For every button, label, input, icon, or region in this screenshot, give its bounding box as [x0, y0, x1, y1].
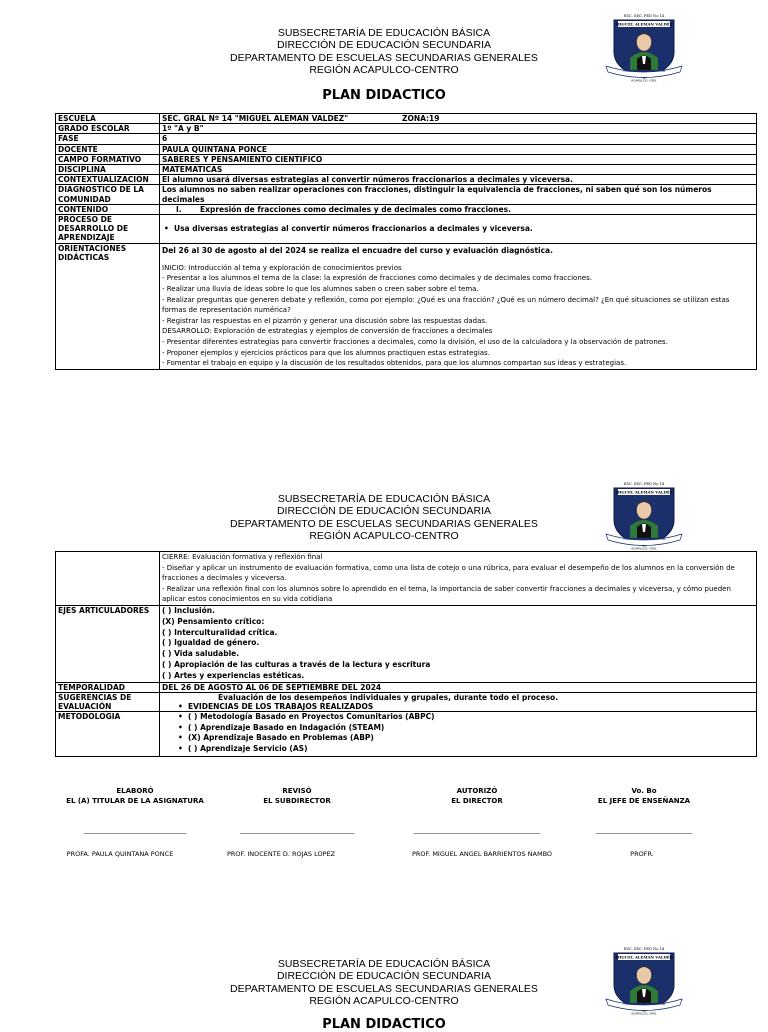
- signature-role: REVISÓ: [282, 787, 312, 795]
- signature-title: EL SUBDIRECTOR: [263, 797, 331, 805]
- eje-item: ( ) Vida saludable.: [162, 649, 240, 659]
- orientaciones-list: [162, 255, 754, 369]
- seal-city-text: ACAPULCO, GRO.: [631, 546, 657, 551]
- plan-table-2: [55, 551, 757, 757]
- header-line: REGIÓN ACAPULCO-CENTRO: [309, 995, 459, 1008]
- signature-role: AUTORIZÓ: [456, 787, 498, 795]
- cierre-value: [160, 552, 757, 606]
- header-line: SUBSECRETARÍA DE EDUCACIÓN BÁSICA: [277, 958, 491, 970]
- seal-name-text: MIGUEL ALEMÁN VALDÉZ: [615, 489, 673, 495]
- campo-value: SABERES Y PENSAMIENTO CIENTIFICO: [160, 154, 757, 164]
- orientaciones-line: - Proponer ejemplos y ejercicios prácticos para que los alumnos practiquen estas estrategias.: [162, 348, 490, 357]
- seal-motto-text: TRABAJAR PARA LA PATRIA: [622, 537, 666, 541]
- orientaciones-line: - Fomentar el trabajo en equipo y la discusión de los resultados obtenidos, para que los alumnos compartan sus ideas y estrategias.: [162, 359, 627, 368]
- document-title: PLAN DIDACTICO: [322, 88, 446, 103]
- eje-item: ( ) Interculturalidad crítica.: [162, 627, 278, 637]
- header-line: DEPARTAMENTO DE ESCUELAS SECUNDARIAS GENERALES: [230, 51, 538, 64]
- signature-role: Vo. Bo: [631, 787, 657, 795]
- metodologia-item: • (X) Aprendizaje Basado en Problemas (ABP): [176, 733, 754, 744]
- table-row: [56, 712, 757, 756]
- proceso-label: PROCESO DE DESARROLLO DE APRENDIZAJE: [56, 215, 160, 244]
- seal-top-text: ESC. SEC. FED No 14: [623, 482, 665, 486]
- contenido-value: [160, 204, 757, 214]
- fase-value: 6: [160, 134, 757, 144]
- header-lines: [200, 27, 568, 77]
- table-row: [56, 154, 757, 164]
- seal-motto-text: TRABAJAR PARA LA PATRIA: [622, 1002, 666, 1006]
- ejes-value: [160, 605, 757, 682]
- header-line: SUBSECRETARÍA DE EDUCACIÓN BÁSICA: [277, 493, 491, 505]
- school-seal-icon: [600, 945, 688, 1015]
- contexto-value: El alumno usará diversas estrategias al convertir números fraccionarios a decimales y viceversa.: [160, 175, 757, 185]
- table-row: [56, 605, 757, 682]
- campo-label: CAMPO FORMATIVO: [56, 154, 160, 164]
- signature-name: PROF. INOCENTE D. ROJAS LOPEZ: [226, 850, 336, 858]
- orientaciones-heading: Del 26 al 30 de agosto al del 2024 se realiza el encuadre del curso y evaluación diagnóstica.: [162, 245, 553, 255]
- header-lines: [200, 493, 568, 543]
- contenido-text: Expresión de fracciones como decimales y de decimales como fracciones.: [200, 204, 511, 214]
- metodologia-value: [160, 712, 757, 756]
- diagnostico-label: DIAGNOSTICO DE LA COMUNIDAD: [56, 185, 160, 204]
- disciplina-value: MATEMATICAS: [160, 165, 757, 175]
- metodologia-item: • ( ) Metodología Basado en Proyectos Comunitarios (ABPC): [176, 712, 754, 723]
- zona-value: ZONA:19: [402, 114, 440, 123]
- signature-block-reviso: [216, 786, 378, 806]
- sugerencias-label: SUGERENCIAS DE EVALUACIÓN: [56, 692, 160, 711]
- signature-title: EL DIRECTOR: [451, 797, 503, 805]
- temporalidad-label: TEMPORALIDAD: [56, 682, 160, 692]
- grado-label: GRADO ESCOLAR: [56, 124, 160, 134]
- proceso-value: [160, 215, 757, 244]
- escuela-label: ESCUELA: [56, 114, 160, 124]
- seal-top-text: ESC. SEC. FED No 14: [623, 14, 665, 18]
- signature-line: __________________________________________: [414, 827, 540, 834]
- disciplina-label: DISCIPLINA: [56, 165, 160, 175]
- seal-name-text: MIGUEL ALEMÁN VALDÉZ: [615, 954, 673, 960]
- cierre-list: [162, 552, 754, 605]
- seal-motto-text: TRABAJAR PARA LA PATRIA: [622, 69, 666, 73]
- signature-title: EL JEFE DE ENSEÑANZA: [597, 797, 691, 805]
- table-row: [56, 124, 757, 134]
- header-line: REGIÓN ACAPULCO-CENTRO: [309, 530, 459, 543]
- table-row: [56, 165, 757, 175]
- eje-item: ( ) Artes y experiencias estéticas.: [162, 670, 305, 680]
- table-row: [56, 215, 757, 244]
- metodologia-item: • ( ) Aprendizaje Servicio (AS): [176, 744, 754, 755]
- contenido-label: CONTENIDO: [56, 204, 160, 214]
- header-line: DEPARTAMENTO DE ESCUELAS SECUNDARIAS GENERALES: [230, 982, 538, 995]
- orientaciones-line: - Realizar una lluvia de ideas sobre lo que los alumnos saben o creen saber sobre el tema.: [162, 285, 479, 294]
- header-line: DIRECCIÓN DE EDUCACIÓN SECUNDARIA: [276, 39, 492, 52]
- cierre-line: CIERRE: Evaluación formativa y reflexión final: [162, 553, 323, 561]
- table-row: [56, 134, 757, 144]
- eje-item: ( ) Igualdad de género.: [162, 638, 260, 648]
- signature-block-vobo: [576, 786, 712, 806]
- table-row: [56, 692, 757, 711]
- cierre-line: - Diseñar y aplicar un instrumento de evaluación formativa, como una lista de cotejo o una rúbrica, para evaluar el desempeño de los alumnos en la conversión de fracciones a decimales y viceversa.: [162, 563, 735, 583]
- contexto-label: CONTEXTUALIZACIÓN: [56, 175, 160, 185]
- contenido-number: I.: [176, 204, 182, 214]
- seal-name-text: MIGUEL ALEMÁN VALDÉZ: [615, 21, 673, 27]
- orientaciones-line: - Presentar diferentes estrategias para convertir fracciones a decimales, como la división, el uso de la calculadora y la observación de patrones.: [162, 338, 668, 346]
- table-row: [56, 114, 757, 124]
- eje-item: ( ) Apropiación de las culturas a través de la lectura y escritura: [162, 659, 431, 669]
- eje-item: (X) Pensamiento crítico:: [162, 616, 265, 626]
- signature-block-autorizo: [388, 786, 566, 806]
- signature-line: ______________________________________: [240, 827, 354, 834]
- diagnostico-value: Los alumnos no saben realizar operaciones con fracciones, distinguir la equivalencia de fracciones, ni saben qué son los números decimales: [160, 185, 757, 204]
- seal-city-text: ACAPULCO, GRO.: [631, 1011, 657, 1016]
- table-row: [56, 552, 757, 606]
- seal-top-text: ESC. SEC. FED No 14: [623, 947, 665, 951]
- fase-label: FASE: [56, 134, 160, 144]
- sugerencias-line: [162, 693, 754, 702]
- school-seal-icon: [600, 480, 688, 550]
- orientaciones-line: INICIO: Introducción al tema y exploración de conocimientos previos: [162, 263, 402, 272]
- plan-table-1: [55, 113, 757, 370]
- orientaciones-label: ORIENTACIONES DIDÁCTICAS: [56, 243, 160, 369]
- signature-line: ________________________________: [596, 827, 692, 834]
- signature-name: PROFR.: [630, 850, 654, 858]
- document-title: PLAN DIDACTICO: [322, 1017, 446, 1032]
- metodologia-item: • ( ) Aprendizaje Basado en Indagación (STEAM): [176, 723, 754, 734]
- escuela-name: SEC. GRAL Nº 14 "MIGUEL ALEMAN VALDEZ": [162, 114, 349, 123]
- signature-line: __________________________________: [84, 827, 186, 834]
- orientaciones-line: DESARROLLO: Exploración de estrategias y ejemplos de conversión de fracciones a decimales: [162, 327, 493, 336]
- docente-label: DOCENTE: [56, 144, 160, 154]
- table-row: [56, 682, 757, 692]
- header-line: DEPARTAMENTO DE ESCUELAS SECUNDARIAS GENERALES: [230, 517, 538, 530]
- school-seal-icon: [600, 12, 688, 82]
- header-lines: [200, 958, 568, 1008]
- table-row: [56, 243, 757, 369]
- header-line: REGIÓN ACAPULCO-CENTRO: [309, 64, 459, 77]
- signature-title: EL (A) TITULAR DE LA ASIGNATURA: [66, 797, 204, 805]
- table-row: [56, 175, 757, 185]
- cierre-line: - Realizar una reflexión final con los alumnos sobre lo aprendido en el tema, la importancia de saber convertir fracciones a decimales y viceversa, y cómo pueden aplicar estos conocimientos en su vida cotidiana: [162, 584, 731, 604]
- orientaciones-line: - Realizar preguntas que generen debate y reflexión, como por ejemplo: ¿Qué es una fracción? ¿Qué es un número decimal? ¿En qué situaciones se utilizan estas formas de representación numérica?: [162, 295, 730, 315]
- orientaciones-line: - Presentar a los alumnos el tema de la clase: la expresión de fracciones como decimales y de decimales como fracciones.: [162, 274, 592, 283]
- temporalidad-value: DEL 26 DE AGOSTO AL 06 DE SEPTIEMBRE DEL 2024: [160, 682, 757, 692]
- ejes-label: EJES ARTICULADORES: [56, 605, 160, 682]
- sugerencias-value: [160, 692, 757, 711]
- cierre-label: [56, 552, 160, 606]
- table-row: [56, 204, 757, 214]
- docente-value: PAULA QUINTANA PONCE: [160, 144, 757, 154]
- table-row: [56, 185, 757, 204]
- signature-name: PROF. MIGUEL ANGEL BARRIENTOS NAMBO: [411, 850, 553, 858]
- table-row: [56, 144, 757, 154]
- metodologia-label: METODOLOGIA: [56, 712, 160, 756]
- header-line: SUBSECRETARÍA DE EDUCACIÓN BÁSICA: [277, 27, 491, 39]
- header-line: DIRECCIÓN DE EDUCACIÓN SECUNDARIA: [276, 505, 492, 518]
- sugerencias-item: • EVIDENCIAS DE LOS TRABAJOS REALIZADOS: [176, 702, 754, 711]
- orientaciones-line: - Registrar las respuestas en el pizarrón y generar una discusión sobre las respuestas dadas.: [162, 316, 488, 325]
- grado-value: 1º "A y B": [160, 124, 757, 134]
- eje-item: ( ) Inclusión.: [162, 605, 215, 615]
- escuela-value: [160, 114, 757, 124]
- orientaciones-value: [160, 243, 757, 369]
- header-line: DIRECCIÓN DE EDUCACIÓN SECUNDARIA: [276, 970, 492, 983]
- sugerencias-text: Evaluación de los desempeños individuales y grupales, durante todo el proceso.: [218, 692, 559, 702]
- signature-role: ELABORÓ: [116, 787, 154, 795]
- signature-block-elaboro: [62, 786, 208, 806]
- signature-name: PROFA. PAULA QUINTANA PONCE: [66, 850, 174, 858]
- proceso-item: • Usa diversas estrategias al convertir números fraccionarios a decimales y viceversa.: [162, 224, 754, 233]
- seal-city-text: ACAPULCO, GRO.: [631, 78, 657, 83]
